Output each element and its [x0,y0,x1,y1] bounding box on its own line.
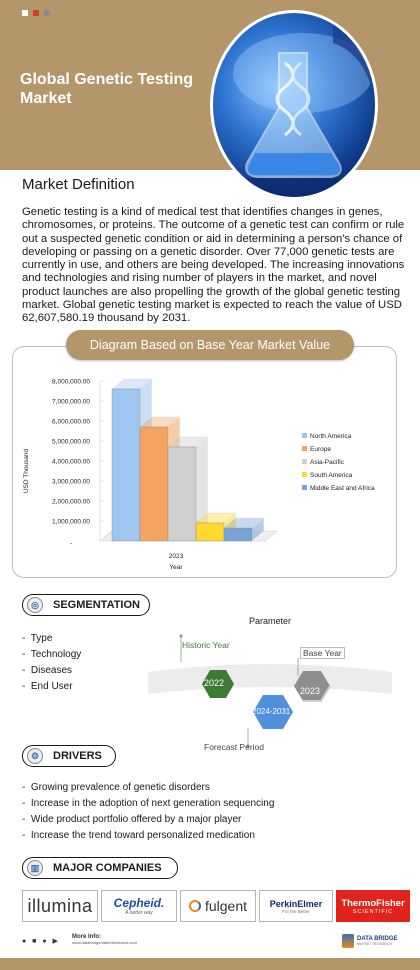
legend-label: Middle East and Africa [310,485,375,492]
segmentation-item: - Technology [22,649,82,660]
header-dot-red [33,10,39,16]
definition-title: Market Definition [22,176,135,193]
y-tick-label: 4,000,000.00 [52,458,90,466]
illumina-logo: illumina [22,890,98,922]
legend-swatch [302,485,307,490]
legend-swatch [302,446,307,451]
more-info-label: More Info: [72,934,101,940]
segmentation-item: - Diseases [22,665,73,676]
base-year-value: 2023 [300,686,321,696]
bar-asia-pacific [168,447,196,541]
legend-swatch [302,472,307,477]
header-dot-white [22,10,28,16]
fulgent-logo: fulgent [180,890,256,922]
segmentation-item: - Type [22,633,53,644]
footer-bar [0,958,420,970]
lab-flask-image [210,10,378,200]
legend-swatch [302,459,307,464]
bar-chart [12,346,397,578]
perkinelmer-logo: PerkinElmer For the Better [259,890,333,922]
website-link[interactable]: www.databridgemarketresearch.com [72,940,137,945]
legend-label: Asia-Pacific [310,459,344,466]
databridge-logo-icon [342,934,354,948]
page-title: Global Genetic Testing Market [20,71,194,107]
y-tick-label: 1,000,000.00 [52,518,90,526]
y-tick-label: - [70,540,73,547]
x-axis-label: Year [169,564,183,571]
social-icons[interactable]: ● ■ ● ▶ [22,938,60,945]
flask-illustration [213,13,378,200]
historic-year-label: Historic Year [182,640,230,650]
x-tick-label: 2023 [168,553,184,560]
drivers-title: DRIVERS [53,750,102,762]
y-tick-label: 6,000,000.00 [52,418,90,426]
footer-brand: DATA BRIDGE MARKET RESEARCH [342,934,398,948]
bar-europe [140,427,168,541]
legend-swatch [302,433,307,438]
bar-middle-east-and-africa [224,528,252,541]
segmentation-list [22,631,81,695]
more-info [72,934,137,945]
definition-text: Genetic testing is a kind of medical test that identifies changes in genes, chromosomes, or proteins. The outcome of a genetic test can confirm or rule out a suspected genetic condition or aid in determining a person's chance of developing or passing on a genetic disorder. Over 77,000 genetic tests are currently in use, and others are being developed. The increasing innovations and technologies and rising number of players in the market, and novel product launches are also propelling the growth of the global genetic testing market. Global genetic testing market is expected to reach the value of USD 62,607,580.19 thousand by 2031. [22,206,405,325]
driver-item: - Wide product portfolio offered by a major player [22,814,242,825]
legend-label: North America [310,433,352,440]
y-tick-label: 8,000,000.00 [52,378,90,386]
forecast-years-value: 2024-2031 [252,707,291,716]
legend-label: South America [310,472,353,479]
drivers-icon: ⚙ [27,748,43,764]
driver-item: - Increase the trend toward personalized medication [22,830,255,841]
bar-south-america [196,523,224,541]
companies-header [22,857,178,879]
drivers-list [22,780,274,844]
y-tick-label: 7,000,000.00 [52,398,90,406]
cepheid-logo: Cepheid. A better way [101,890,177,922]
parameter-diagram [148,616,392,756]
legend-label: Europe [310,446,331,453]
base-year-label: Base Year [300,647,345,659]
segmentation-title: SEGMENTATION [53,599,140,611]
chart-title-pill: Diagram Based on Base Year Market Value [66,330,354,360]
header-dot-gray [44,10,50,16]
historic-year-value: 2022 [204,678,225,688]
bar-north-america [112,389,140,541]
thermofisher-logo: ThermoFisher SCIENTIFIC [336,890,410,922]
segmentation-icon: ◎ [27,597,43,613]
companies-title: MAJOR COMPANIES [53,862,162,874]
segmentation-header [22,594,150,616]
driver-item: - Growing prevalence of genetic disorders [22,782,210,793]
y-tick-label: 3,000,000.00 [52,478,90,486]
y-axis-label: USD Thousand [23,448,30,494]
forecast-period-label: Forecast Period [204,742,264,752]
building-icon: ▥ [27,860,43,876]
segmentation-item: - End User [22,681,73,692]
y-tick-label: 5,000,000.00 [52,438,90,446]
drivers-header [22,745,116,767]
fulgent-mark-icon [189,900,201,912]
driver-item: - Increase in the adoption of next generation sequencing [22,798,275,809]
y-tick-label: 2,000,000.00 [52,498,90,506]
parameter-title: Parameter [248,616,292,626]
